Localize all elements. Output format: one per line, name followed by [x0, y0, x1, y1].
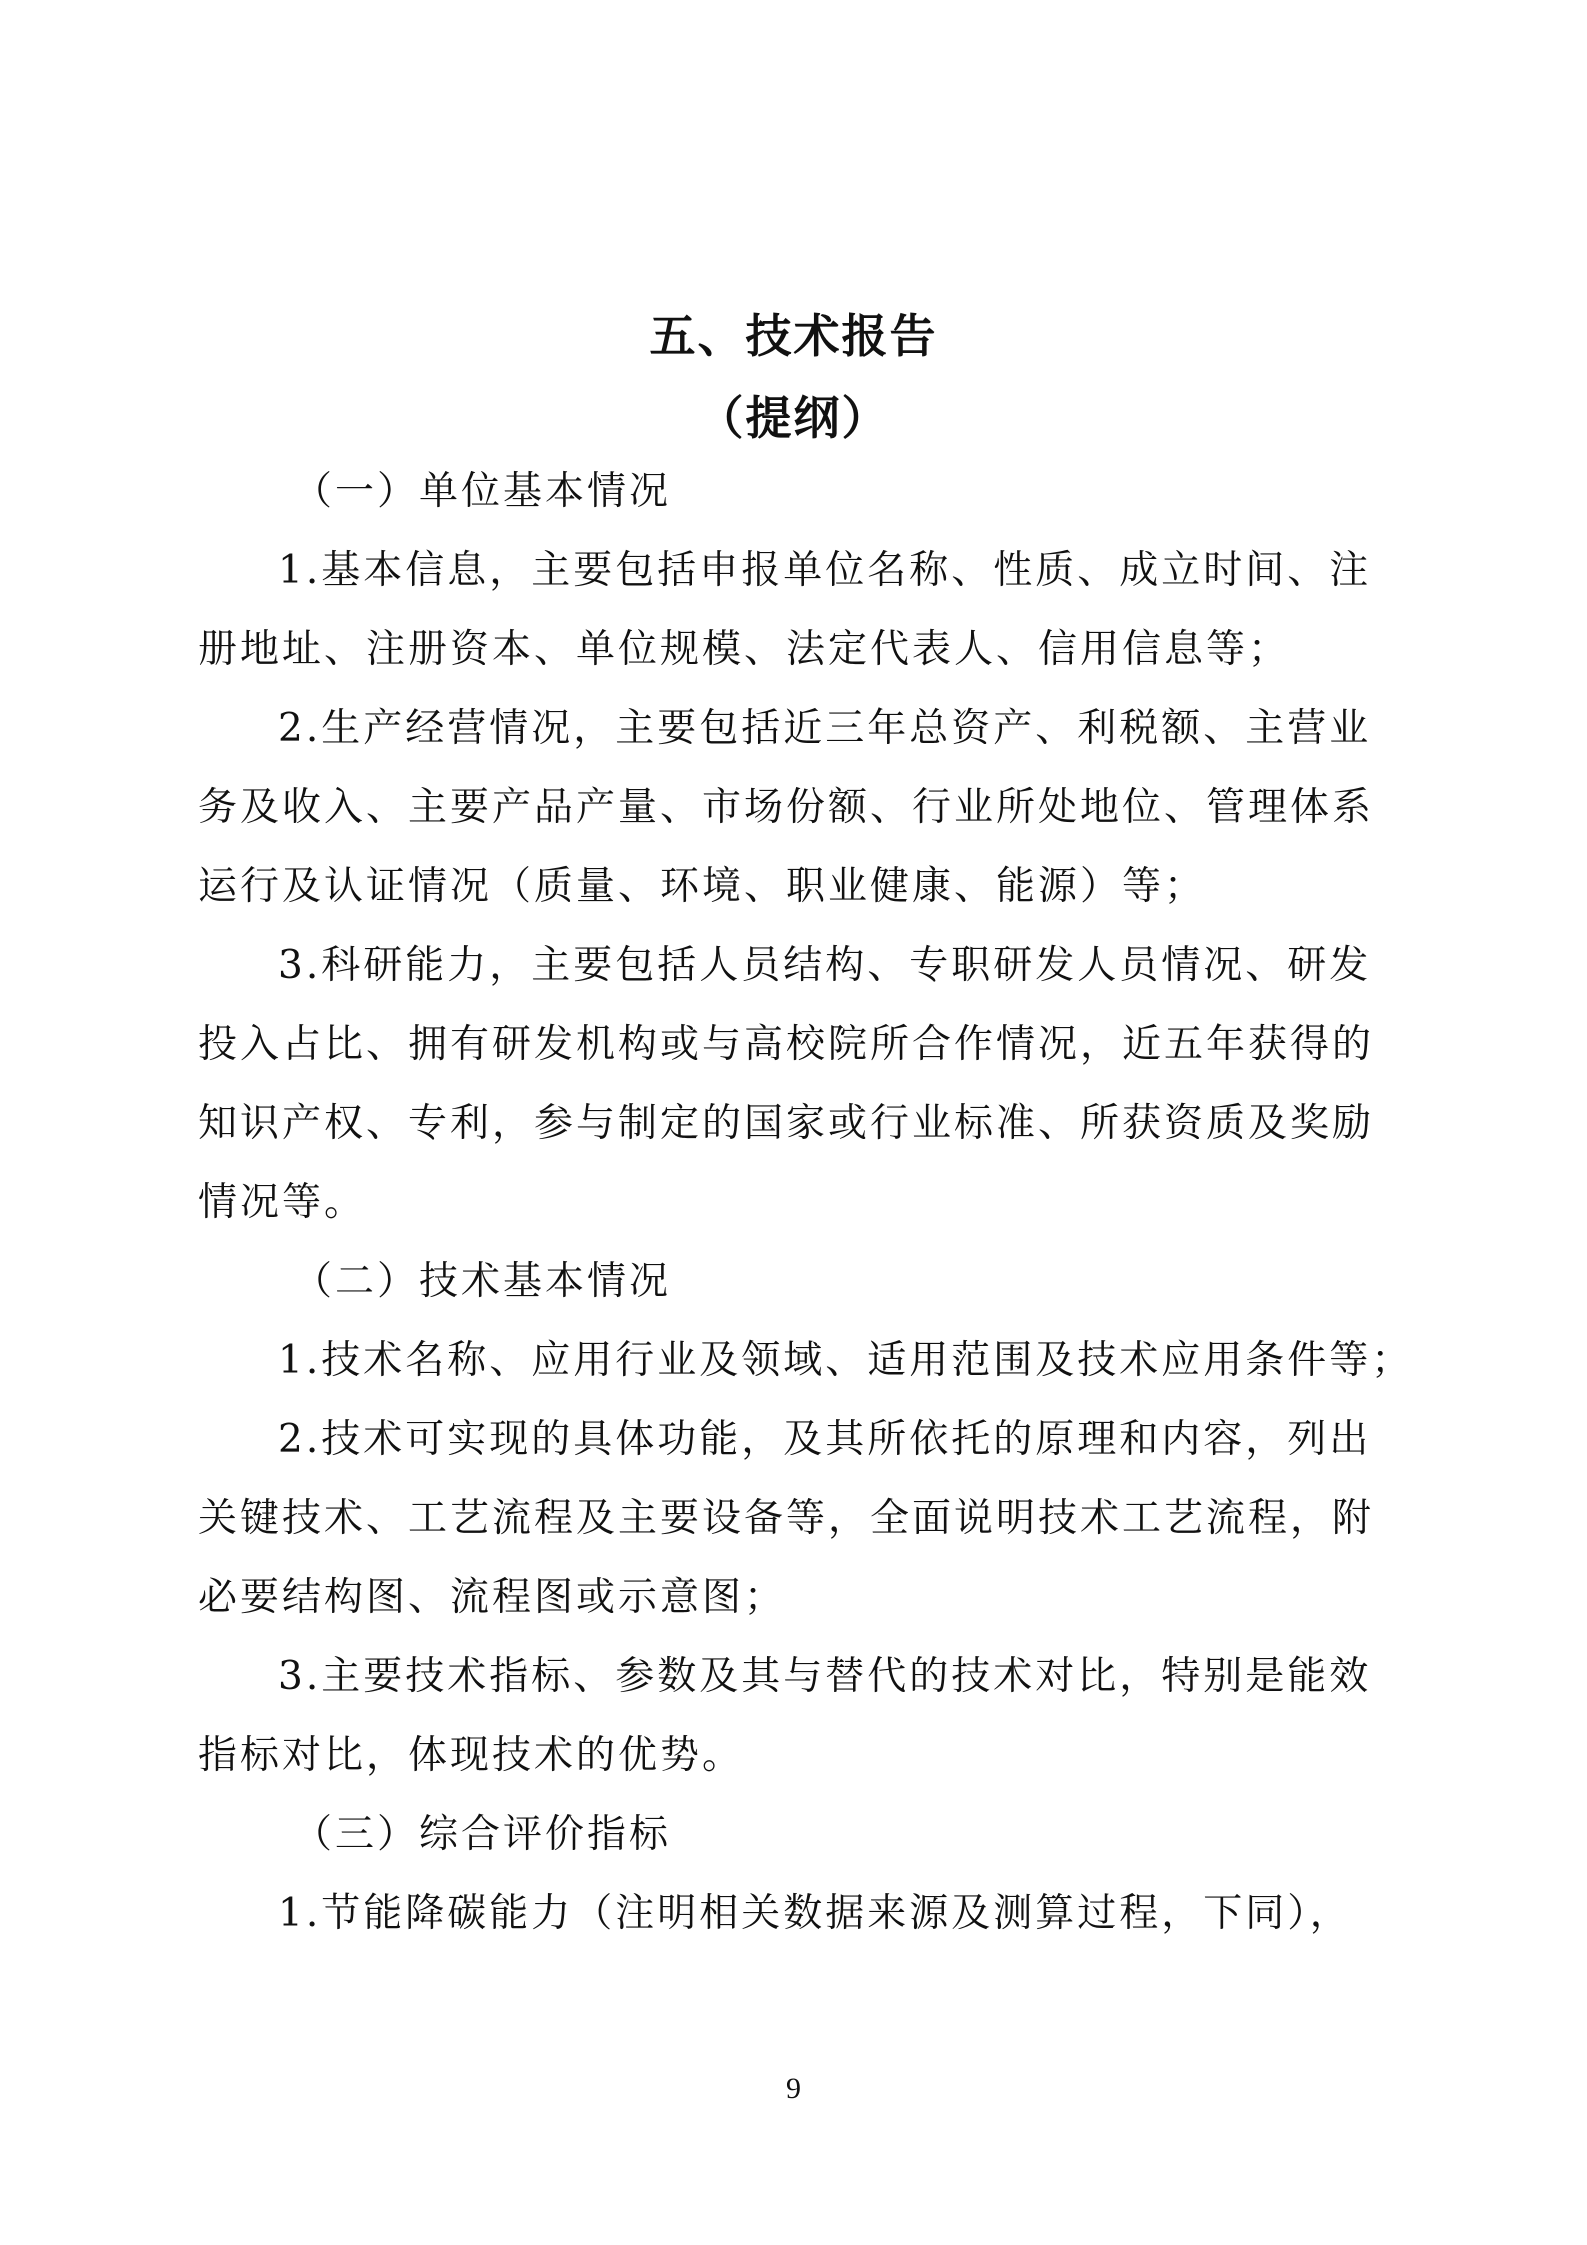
- paragraph-line: 1.技术名称、应用行业及领域、适用范围及技术应用条件等；: [278, 1338, 1414, 1383]
- section-heading: （二）技术基本情况: [293, 1259, 672, 1304]
- body-text: [198, 452, 1414, 1953]
- paragraph-line: 册地址、注册资本、单位规模、法定代表人、信用信息等；: [198, 627, 1291, 672]
- paragraph-line: 知识产权、专利，参与制定的国家或行业标准、所获资质及奖励: [198, 1101, 1375, 1146]
- section-heading: （一）单位基本情况: [293, 469, 672, 514]
- paragraph-line: 3.科研能力，主要包括人员结构、专职研发人员情况、研发: [278, 943, 1372, 988]
- page-number: 9: [786, 2072, 801, 2105]
- paragraph-line: 关键技术、工艺流程及主要设备等，全面说明技术工艺流程，附: [198, 1496, 1375, 1541]
- page-title: 五、技术报告: [649, 309, 938, 363]
- paragraph-line: 务及收入、主要产品产量、市场份额、行业所处地位、管理体系: [198, 785, 1375, 830]
- section-heading: （三）综合评价指标: [293, 1812, 672, 1857]
- page-subtitle: （提纲）: [697, 391, 890, 445]
- paragraph-line: 情况等。: [198, 1180, 367, 1225]
- paragraph-line: 必要结构图、流程图或示意图；: [198, 1575, 787, 1620]
- paragraph-line: 1.基本信息，主要包括申报单位名称、性质、成立时间、注: [278, 548, 1372, 593]
- paragraph-line: 指标对比，体现技术的优势。: [198, 1733, 745, 1778]
- paragraph-line: 运行及认证情况（质量、环境、职业健康、能源）等；: [198, 864, 1207, 909]
- paragraph-line: 2.生产经营情况，主要包括近三年总资产、利税额、主营业: [278, 706, 1372, 751]
- paragraph-line: 投入占比、拥有研发机构或与高校院所合作情况，近五年获得的: [198, 1022, 1375, 1067]
- paragraph-line: 2.技术可实现的具体功能，及其所依托的原理和内容，列出: [278, 1417, 1372, 1462]
- paragraph-line: 3.主要技术指标、参数及其与替代的技术对比，特别是能效: [278, 1654, 1372, 1699]
- paragraph-line: 1.节能降碳能力（注明相关数据来源及测算过程，下同），: [278, 1891, 1352, 1936]
